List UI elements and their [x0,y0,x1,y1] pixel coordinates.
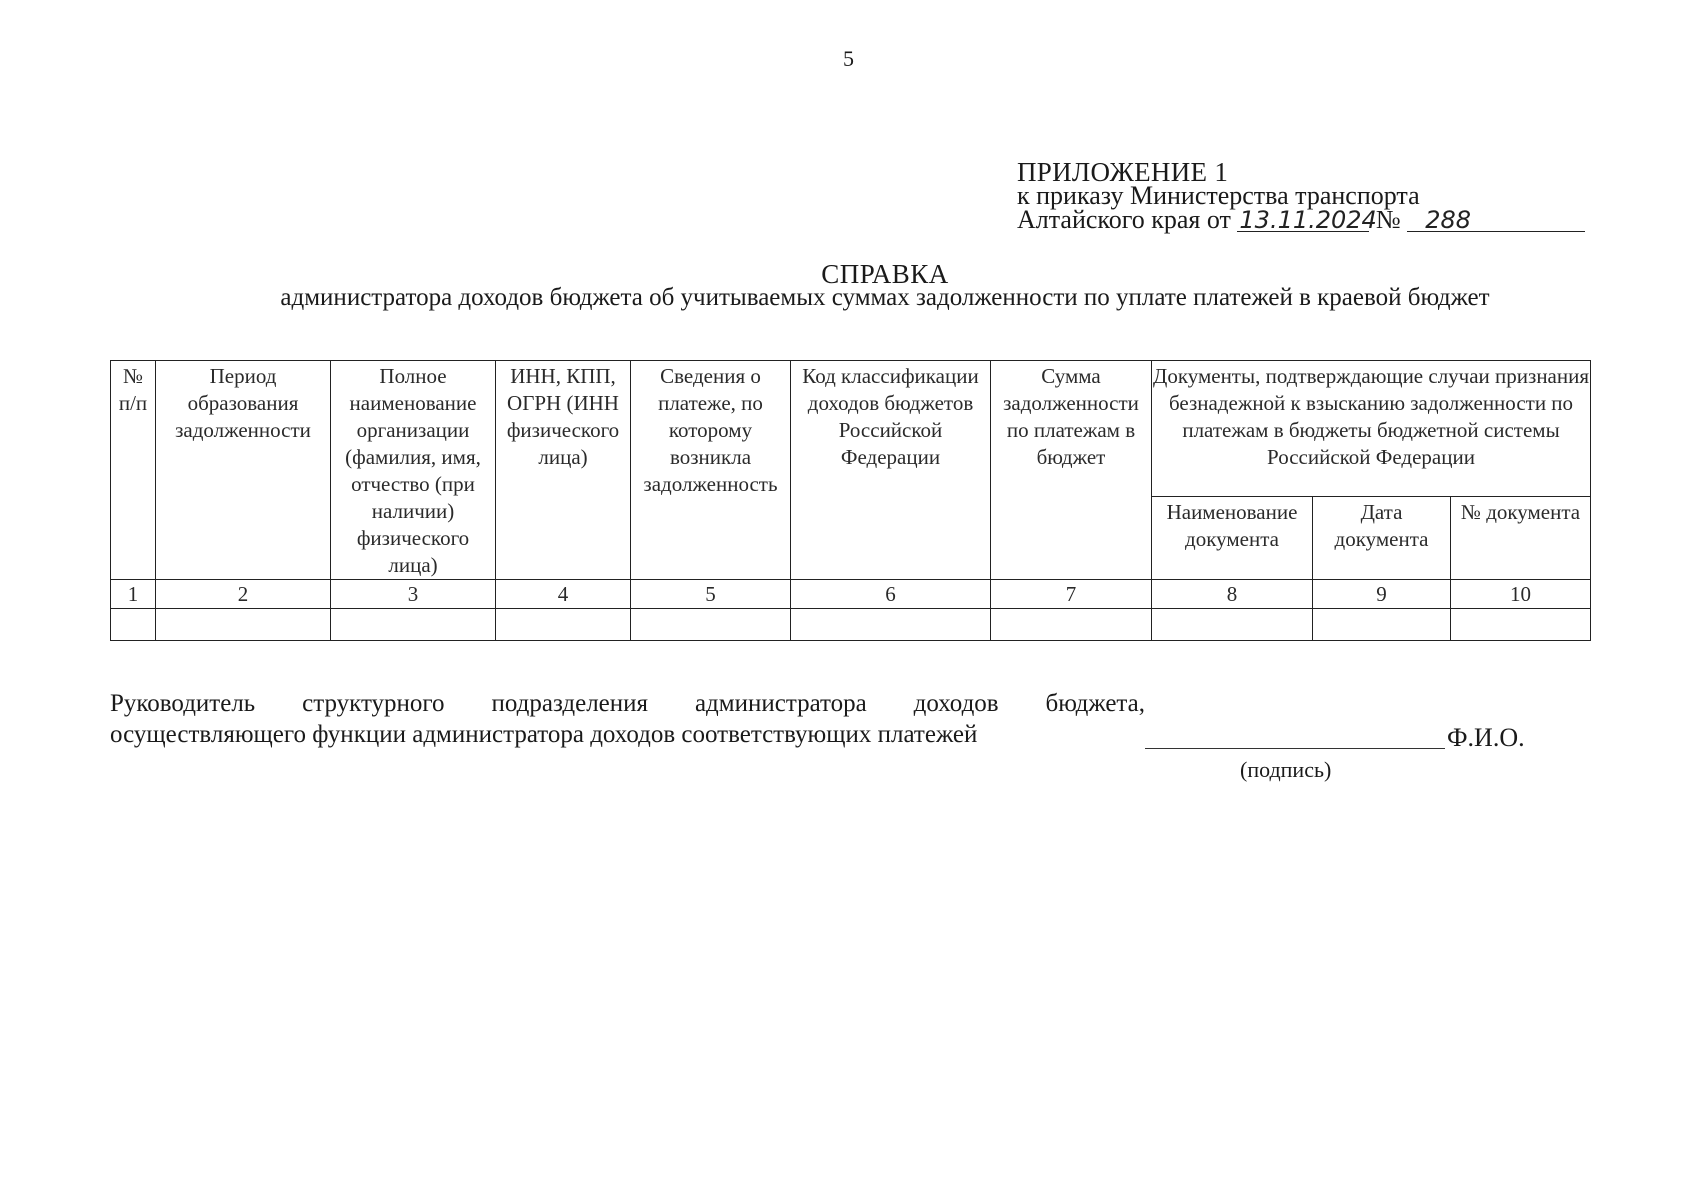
number-sign: № [1375,205,1401,234]
document-title: СПРАВКА [821,259,949,289]
empty-cell [331,609,496,641]
col-header-9: Дата документа [1313,497,1451,580]
appendix-date-line [1017,205,1587,234]
col-header-7: Сумма задолженности по платежам в бюджет [991,361,1152,580]
debt-table [110,360,1591,641]
col-header-10: № документа [1451,497,1591,580]
empty-cell [631,609,791,641]
empty-cell [1313,609,1451,641]
col-header-4: ИНН, КПП, ОГРН (ИНН физического лица) [496,361,631,580]
empty-cell [991,609,1152,641]
table-row [111,609,1591,641]
signature-caption: (подпись) [1240,757,1332,782]
empty-cell [496,609,631,641]
empty-cell [156,609,331,641]
page-number: 5 [843,46,854,71]
col-header-8: Наименование документа [1152,497,1313,580]
document-subtitle: администратора доходов бюджета об учитываемых суммах задолженности по уплате платежей в краевой бюджет [280,284,1490,311]
column-number-row [111,580,1591,609]
column-number: 5 [631,580,791,609]
appendix-order-line: к приказу Министерства транспорта [1017,181,1420,210]
group-header-documents: Документы, подтверждающие случаи признания безнадежной к взысканию задолженности по платежам в бюджеты бюджетной системы Российской Федерации [1152,361,1591,497]
handwritten-number: 288 [1407,209,1585,232]
signature-line [1145,748,1445,749]
column-number: 4 [496,580,631,609]
signature-fio: Ф.И.О. [1447,723,1525,752]
column-number: 9 [1313,580,1451,609]
col-header-1: № п/п [111,361,156,580]
empty-cell [1152,609,1313,641]
empty-cell [791,609,991,641]
empty-cell [111,609,156,641]
table-header-row [111,361,1591,497]
col-header-3: Полное наименование организации (фамилия, имя, отчество (при наличии) физического лица) [331,361,496,580]
empty-cell [1451,609,1591,641]
column-number: 1 [111,580,156,609]
column-number: 8 [1152,580,1313,609]
signature-text-line2: осуществляющего функции администратора доходов соответствующих платежей [110,721,978,748]
handwritten-date: 13.11.2024 [1239,206,1377,234]
document-heading [0,259,1697,311]
signature-text-line1: Руководитель структурного подразделения администратора доходов бюджета, [110,690,1145,717]
signature-block [110,688,1590,782]
col-header-5: Сведения о платеже, по которому возникла задолженность [631,361,791,580]
appendix-date-prefix: Алтайского края от [1017,205,1231,234]
appendix-title: ПРИЛОЖЕНИЕ 1 [1017,157,1229,187]
column-number: 6 [791,580,991,609]
column-number: 3 [331,580,496,609]
column-number: 2 [156,580,331,609]
column-number: 7 [991,580,1152,609]
col-header-6: Код классификации доходов бюджетов Российской Федерации [791,361,991,580]
column-number: 10 [1451,580,1591,609]
col-header-2: Период образования задолженности [156,361,331,580]
appendix-block [1017,157,1587,234]
